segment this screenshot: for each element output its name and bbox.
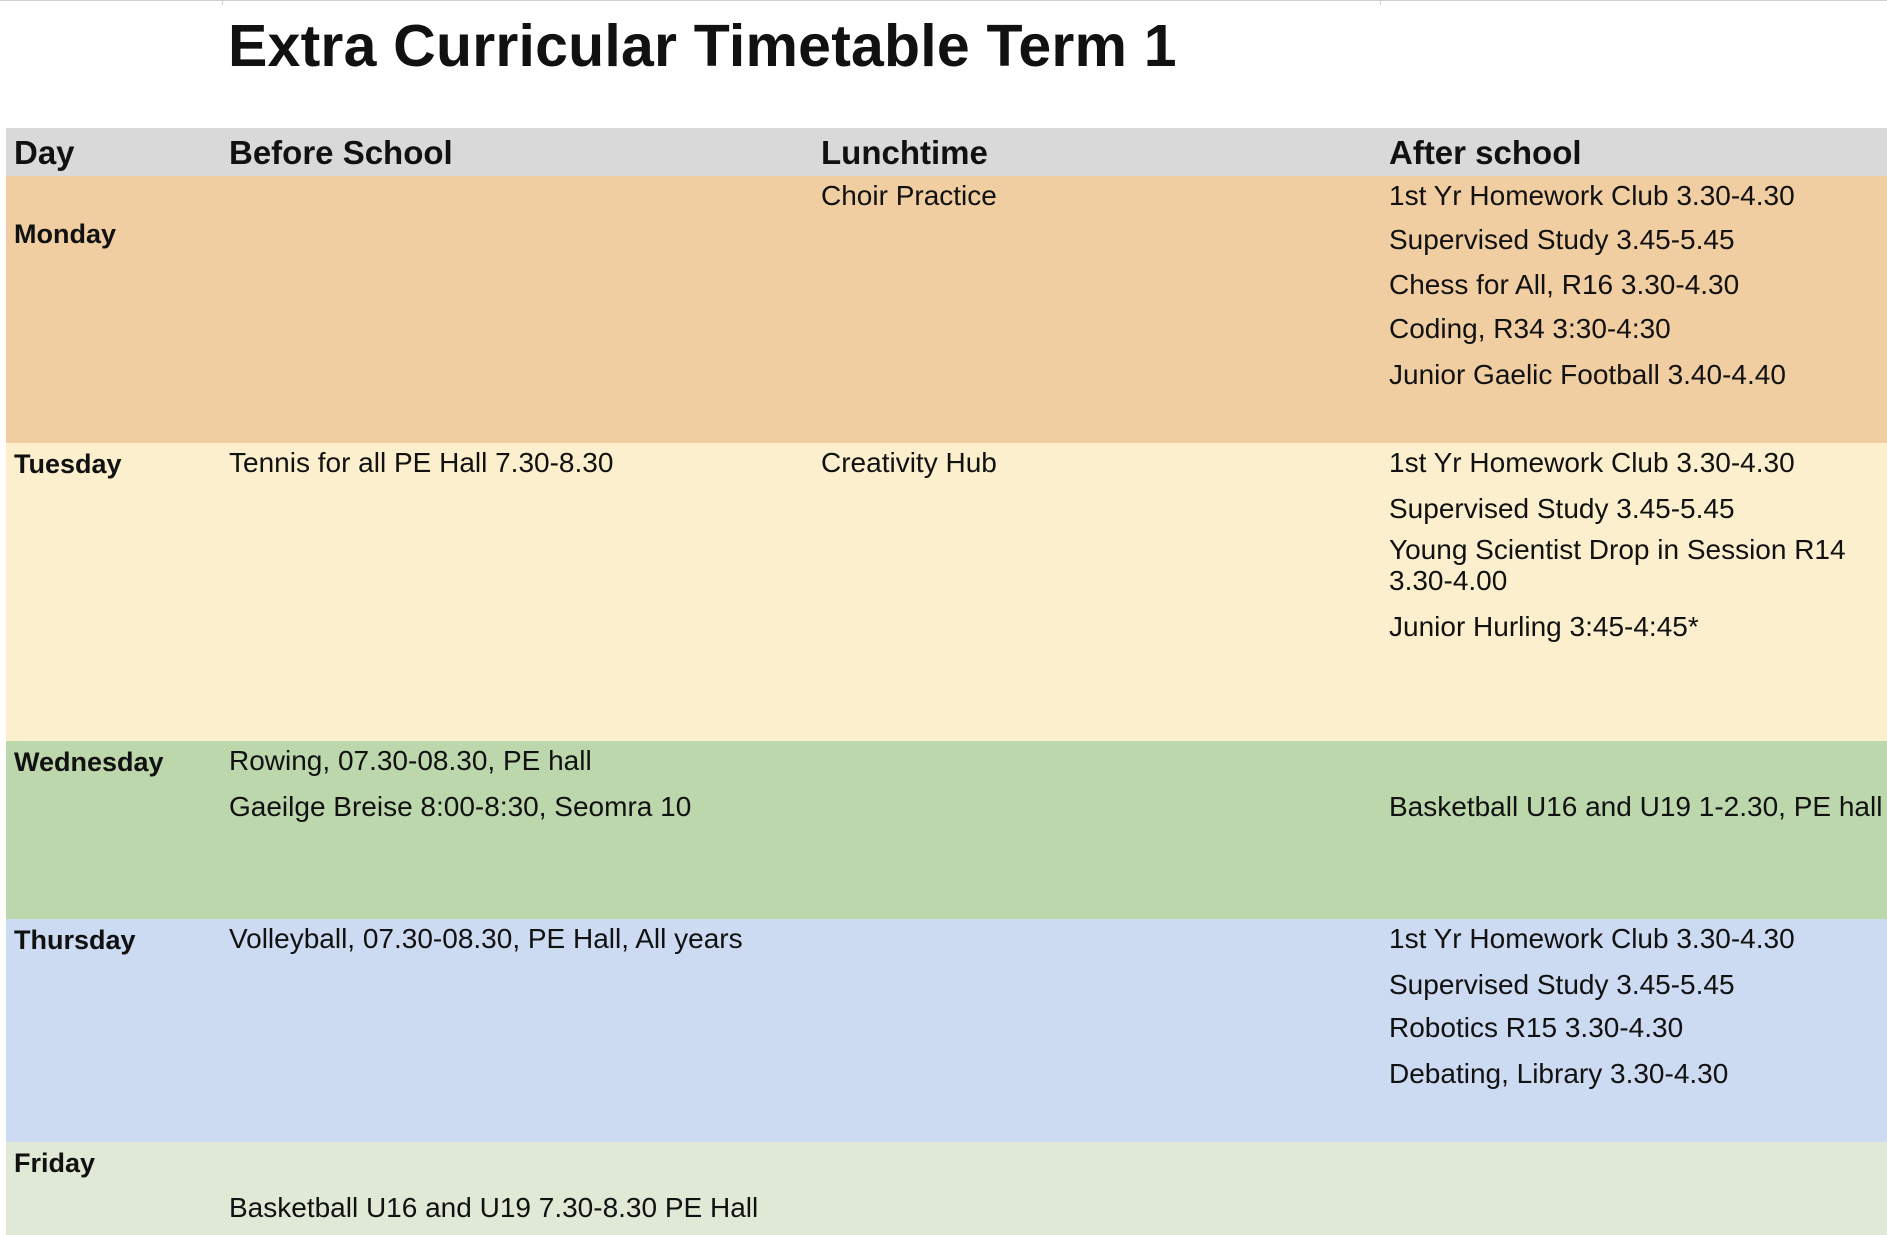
after-activity: Debating, Library 3.30-4.30 xyxy=(1389,1058,1729,1089)
after-activity: 1st Yr Homework Club 3.30-4.30 xyxy=(1389,923,1795,954)
lunch-activity: Creativity Hub xyxy=(821,447,997,478)
column-divider-tick xyxy=(222,1,223,5)
after-activity: Chess for All, R16 3.30-4.30 xyxy=(1389,269,1740,300)
after-activity: Young Scientist Drop in Session R14 xyxy=(1389,534,1846,565)
day-label: Monday xyxy=(14,219,117,249)
after-activity: Supervised Study 3.45-5.45 xyxy=(1389,493,1735,524)
after-activity: Junior Hurling 3:45-4:45* xyxy=(1389,611,1699,642)
before-activity: Gaeilge Breise 8:00-8:30, Seomra 10 xyxy=(229,791,692,822)
row-friday xyxy=(6,1142,1887,1235)
timetable xyxy=(6,128,1887,1235)
after-activity: Robotics R15 3.30-4.30 xyxy=(1389,1012,1684,1043)
after-activity: Supervised Study 3.45-5.45 xyxy=(1389,969,1735,1000)
header-after-school: After school xyxy=(1389,134,1582,171)
day-label: Thursday xyxy=(14,925,136,955)
before-activity: Volleyball, 07.30-08.30, PE Hall, All years xyxy=(229,923,743,954)
row-tuesday xyxy=(6,443,1887,741)
row-wednesday xyxy=(6,741,1887,919)
before-activity: Tennis for all PE Hall 7.30-8.30 xyxy=(229,447,614,478)
lunch-activity: Choir Practice xyxy=(821,180,997,211)
before-activity: Rowing, 07.30-08.30, PE hall xyxy=(229,745,592,776)
header-before-school: Before School xyxy=(229,134,453,171)
header-day: Day xyxy=(14,134,75,171)
after-activity: Basketball U16 and U19 1-2.30, PE hall xyxy=(1389,791,1883,822)
sheet-top-rule xyxy=(0,0,1887,3)
after-activity: 3.30-4.00 xyxy=(1389,565,1508,596)
day-label: Tuesday xyxy=(14,449,122,479)
day-label: Wednesday xyxy=(14,747,164,777)
header-row xyxy=(6,128,1887,176)
after-activity: 1st Yr Homework Club 3.30-4.30 xyxy=(1389,180,1795,211)
after-activity: Junior Gaelic Football 3.40-4.40 xyxy=(1389,359,1786,390)
row-monday xyxy=(6,176,1887,443)
before-activity: Basketball U16 and U19 7.30-8.30 PE Hall xyxy=(229,1192,759,1223)
day-label: Friday xyxy=(14,1148,96,1178)
page-title: Extra Curricular Timetable Term 1 xyxy=(228,13,1177,79)
row-thursday xyxy=(6,919,1887,1142)
header-lunchtime: Lunchtime xyxy=(821,134,988,171)
column-divider-tick xyxy=(1380,1,1381,5)
after-activity: Coding, R34 3:30-4:30 xyxy=(1389,313,1671,344)
after-activity: 1st Yr Homework Club 3.30-4.30 xyxy=(1389,447,1795,478)
after-activity: Supervised Study 3.45-5.45 xyxy=(1389,224,1735,255)
